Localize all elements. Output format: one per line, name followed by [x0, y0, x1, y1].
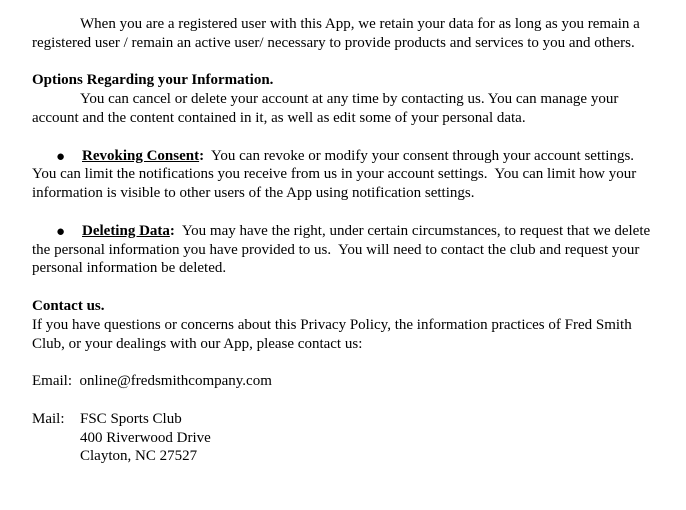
email-line [32, 372, 662, 391]
mail-address-line: 400 Riverwood Drive [80, 429, 211, 446]
bullet-title: Deleting Data [82, 222, 170, 239]
contact-paragraph: If you have questions or concerns about this Privacy Policy, the information practices of Fred Smith Club, or your dealings with our App, please contact us: [32, 316, 632, 352]
bullet-text: You may have the right, under certain circumstances, to request that we delete the personal information you have provided to us. You will need to contact the club and request your personal information be deleted. [32, 222, 654, 277]
mail-address-line: FSC Sports Club [80, 410, 182, 427]
email-label: Email: [32, 373, 80, 390]
email-address: online@fredsmithcompany.com [79, 373, 272, 390]
bullet-revoking-consent [32, 147, 662, 203]
spacer [32, 353, 662, 372]
spacer [32, 278, 662, 297]
mail-address-line: Clayton, NC 27527 [80, 448, 198, 465]
options-heading: Options Regarding your Information. [32, 72, 274, 89]
bullet-icon: ● [56, 148, 66, 165]
bullet-title: Revoking Consent [82, 147, 200, 164]
bullet-text: You can revoke or modify your consent through your account settings. You can limit the notifications you receive from us in your account settings. You can limit how your information is visible to other users of the App using notification settings. [32, 147, 641, 202]
bullet-colon: : [199, 147, 205, 164]
bullet-colon: : [169, 222, 175, 239]
spacer [32, 128, 662, 147]
spacer [32, 391, 662, 410]
options-paragraph: You can cancel or delete your account at any time by contacting us. You can manage your account and the content contained in it, as well as edit some of your personal data. [32, 91, 619, 126]
spacer [32, 53, 662, 72]
mail-label: Mail: [32, 410, 65, 427]
mail-address-block [32, 410, 662, 466]
bullet-deleting-data [32, 222, 662, 278]
spacer [32, 203, 662, 222]
contact-heading: Contact us. [32, 297, 105, 314]
bullet-icon: ● [56, 223, 66, 240]
privacy-policy-document [32, 15, 662, 466]
retention-paragraph: When you are a registered user with this App, we retain your data for as long as you remain a registered user / remain an active user/ necessary to provide products and services to you and others. [32, 16, 640, 51]
